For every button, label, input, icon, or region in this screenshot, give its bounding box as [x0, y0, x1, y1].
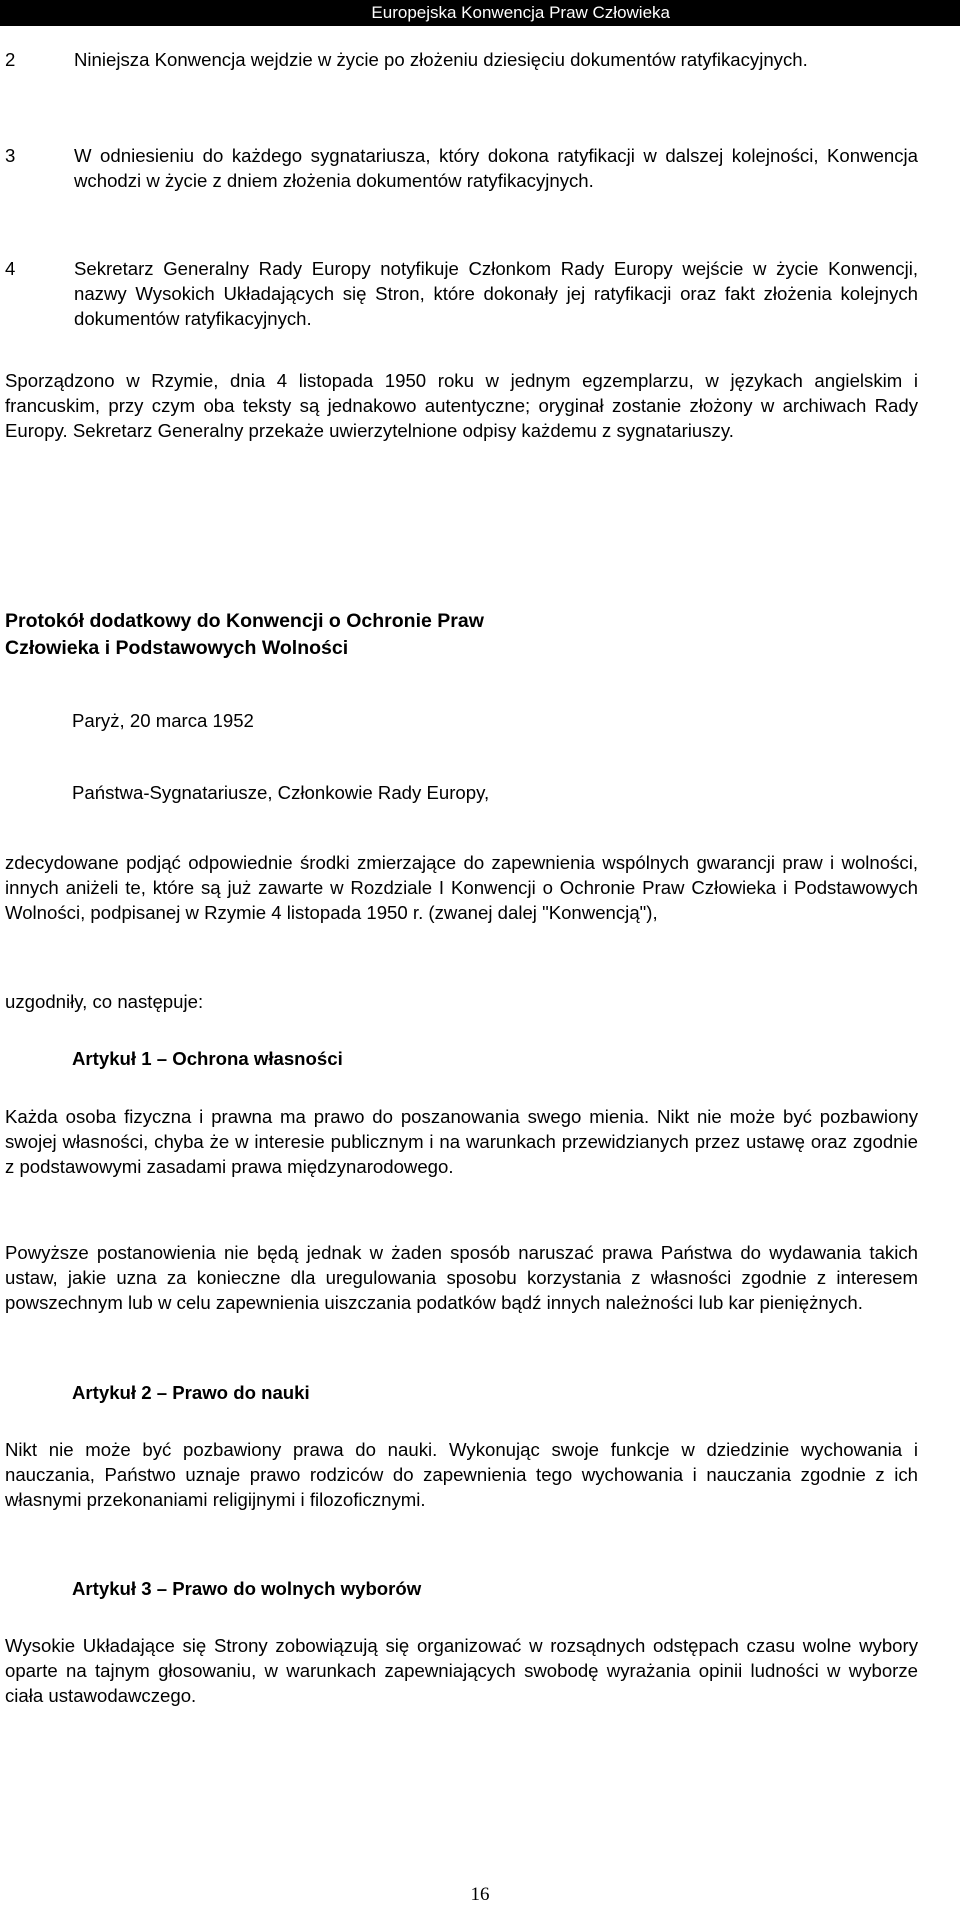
- paragraph-number: 2: [5, 49, 16, 70]
- numbered-paragraph: [5, 143, 918, 193]
- article-title: Artykuł 2 – Prawo do nauki: [72, 1382, 310, 1403]
- paragraph-text: W odniesieniu do każdego sygnatariusza, który dokona ratyfikacji w dalszej kolejności, Konwencja wchodzi w życie z dniem złożenia dokumentów ratyfikacyjnych.: [74, 145, 918, 191]
- preamble-paragraph: zdecydowane podjąć odpowiednie środki zmierzające do zapewnienia wspólnych gwarancji praw i wolności, innych aniżeli te, które są już zawarte w Rozdziale I Konwencji o Ochronie Praw Człowieka i Podstawowych Wolności, podpisanej w Rzymie 4 listopada 1950 r. (zwanej dalej "Konwencją"),: [5, 852, 918, 923]
- parties-line: Państwa-Sygnatariusze, Członkowie Rady Europy,: [72, 782, 490, 803]
- closing-paragraph: Sporządzono w Rzymie, dnia 4 listopada 1950 roku w jednym egzemplarzu, w językach angielskim i francuskim, przy czym oba teksty są jednakowo autentyczne; oryginał zostanie złożony w archiwach Rady Europy. Sekretarz Generalny przekaże uwierzytelnione odpisy każdemu z sygnatariuszy.: [5, 370, 918, 441]
- protocol-title-line2: Człowieka i Podstawowych Wolności: [5, 637, 349, 659]
- numbered-paragraph: [5, 47, 918, 72]
- article-paragraph: Nikt nie może być pozbawiony prawa do nauki. Wykonując swoje funkcje w dziedzinie wychowania i nauczania, Państwo uznaje prawo rodziców do zapewnienia tego wychowania i nauczania zgodnie z ich własnymi przekonaniami religijnymi i filozoficznymi.: [5, 1439, 918, 1510]
- place-date: Paryż, 20 marca 1952: [72, 710, 254, 731]
- paragraph-number: 4: [5, 258, 16, 279]
- protocol-title-line1: Protokół dodatkowy do Konwencji o Ochronie Praw: [5, 610, 484, 632]
- running-header: [0, 0, 960, 26]
- agreed-line: uzgodniły, co następuje:: [5, 991, 204, 1012]
- numbered-paragraph: [5, 256, 918, 331]
- protocol-title: [5, 608, 918, 662]
- paragraph-number: 3: [5, 145, 16, 166]
- article-title: Artykuł 1 – Ochrona własności: [72, 1048, 343, 1069]
- article-paragraph: Każda osoba fizyczna i prawna ma prawo do poszanowania swego mienia. Nikt nie może być pozbawiony swojej własności, chyba że w interesie publicznym i na warunkach przewidzianych przez ustawę oraz zgodnie z podstawowymi zasadami prawa międzynarodowego.: [5, 1106, 918, 1177]
- paragraph-text: Niniejsza Konwencja wejdzie w życie po złożeniu dziesięciu dokumentów ratyfikacyjnych.: [74, 49, 808, 70]
- paragraph-text: Sekretarz Generalny Rady Europy notyfikuje Członkom Rady Europy wejście w życie Konwencji, nazwy Wysokich Układających się Stron, które dokonały jej ratyfikacji oraz fakt złożenia kolejnych dokumentów ratyfikacyjnych.: [74, 258, 918, 329]
- page-number: 16: [470, 1884, 490, 1905]
- article-paragraph: Wysokie Układające się Strony zobowiązują się organizować w rozsądnych odstępach czasu wolne wybory oparte na tajnym głosowaniu, w warunkach zapewniających swobodę wyrażania opinii ludności w wyborze ciała ustawodawczego.: [5, 1635, 918, 1706]
- article-paragraph: Powyższe postanowienia nie będą jednak w żaden sposób naruszać prawa Państwa do wydawania takich ustaw, jakie uzna za konieczne dla uregulowania sposobu korzystania z własności zgodnie z interesem powszechnym lub w celu zapewnienia uiszczania podatków bądź innych należności lub kar pieniężnych.: [5, 1242, 918, 1313]
- running-title: Europejska Konwencja Praw Człowieka: [371, 3, 670, 22]
- article-title: Artykuł 3 – Prawo do wolnych wyborów: [72, 1578, 422, 1599]
